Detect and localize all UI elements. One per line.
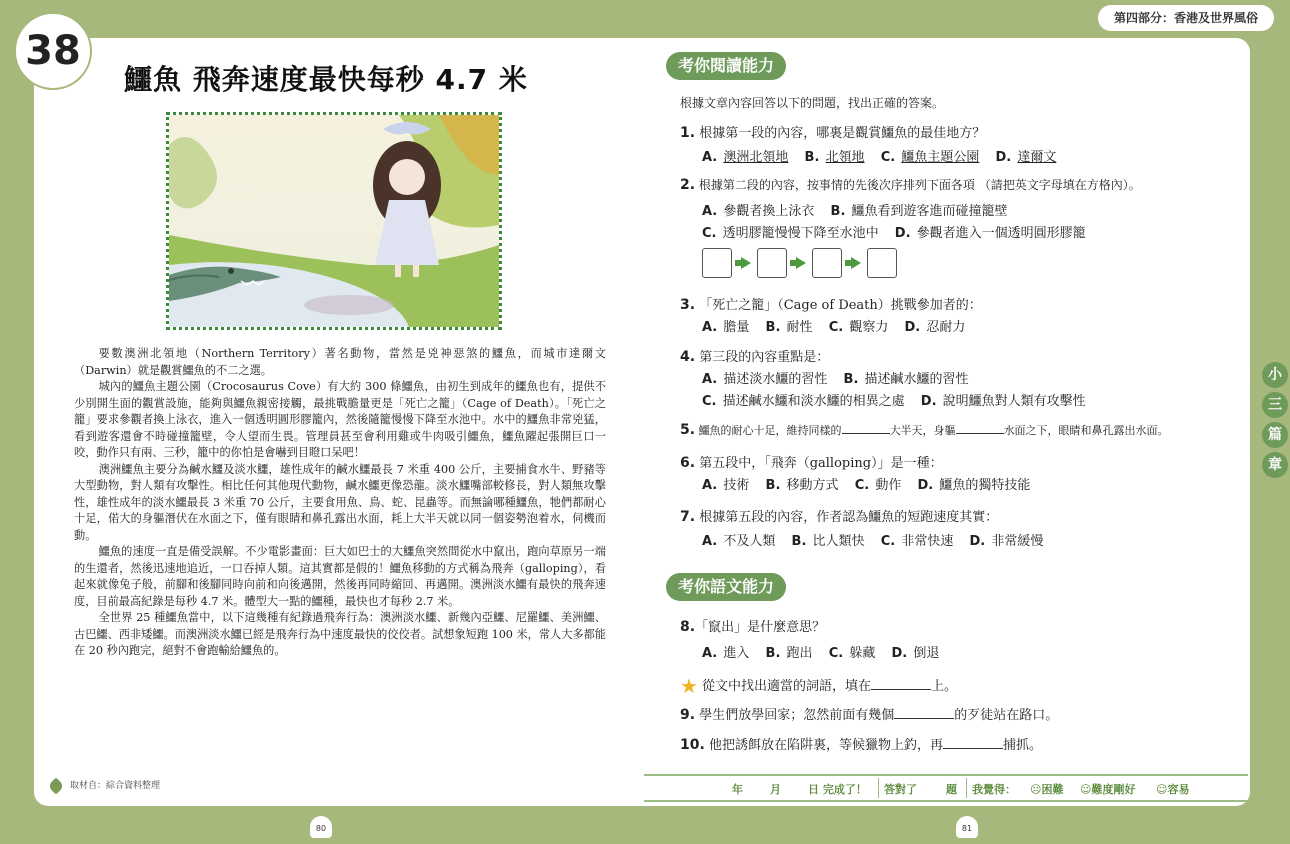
article-paragraph: 全世界 25 種鱷魚當中，以下這幾種有紀錄過飛奔行為：澳洲淡水鱷、新幾內亞鱷、尼羅鱷、美洲鱷、古巴鱷、西非矮鱷。而澳洲淡水鱷已經是飛奔行為中速度最快的佼佼者。試想象短跑 100 米，常人大多都能在 20 秒內跑完，絕對不會跑輸給鱷魚的。: [74, 611, 606, 657]
option-b[interactable]: B. 描述鹹水鱷的習性: [843, 372, 969, 387]
star-icon: ★: [680, 674, 698, 698]
article-body: [74, 346, 606, 660]
answer-blank[interactable]: [956, 433, 1004, 434]
answer-blank[interactable]: [842, 433, 890, 434]
feeling-hard[interactable]: ☹困難: [1030, 783, 1064, 796]
option-b: B. 鱷魚看到遊客進而碰撞籠壁: [830, 204, 1008, 219]
source-note: [50, 778, 160, 792]
option-c[interactable]: C. 非常快速: [880, 534, 954, 549]
instruction-text: 根據文章內容回答以下的問題，找出正確的答案。: [680, 96, 945, 110]
option-a[interactable]: A. 進入: [702, 646, 750, 661]
option-c[interactable]: C. 動作: [854, 478, 902, 493]
ordering-answer-boxes: [702, 248, 897, 278]
option-d: D. 參觀者進入一個透明圓形膠籠: [894, 226, 1086, 241]
footer-year: 年: [732, 783, 743, 796]
option-d[interactable]: D. 說明鱷魚對人類有攻擊性: [920, 394, 1086, 409]
question-number: 10.: [680, 737, 705, 753]
reading-section-pill: 考你閱讀能力: [666, 52, 786, 80]
side-tab-char: 篇: [1262, 422, 1288, 448]
divider: [878, 778, 879, 798]
option-a[interactable]: A. 不及人類: [702, 534, 776, 549]
question-number: 4.: [680, 349, 696, 365]
source-text: 取材自：綜合資料整理: [70, 781, 161, 791]
option-a[interactable]: A. 澳洲北領地: [702, 150, 789, 165]
progress-footer: [644, 774, 1248, 802]
footer-count: 題: [946, 783, 957, 796]
question-1: [680, 122, 985, 141]
illustration-girl-and-crocodile: [166, 112, 502, 330]
side-tab-char: 三: [1262, 392, 1288, 418]
question-4-options-row1: [702, 368, 981, 387]
question-1-options: [702, 146, 1068, 165]
option-c[interactable]: C. 描述鹹水鱷和淡水鱷的相異之處: [702, 394, 905, 409]
option-b[interactable]: B. 移動方式: [765, 478, 839, 493]
option-a[interactable]: A. 描述淡水鱷的習性: [702, 372, 828, 387]
answer-box-3[interactable]: [812, 248, 842, 278]
article-title: 鱷魚 飛奔速度最快每秒 4.7 米: [124, 63, 528, 96]
question-3-options: [702, 316, 977, 335]
question-text: 根據第一段的內容，哪裏是觀賞鱷魚的最佳地方？: [699, 126, 986, 141]
answer-blank[interactable]: [943, 748, 1003, 749]
page-number-left: 80: [310, 816, 332, 838]
question-7: [680, 506, 998, 525]
answer-blank: [871, 689, 931, 690]
question-8: [680, 616, 825, 635]
option-a: A. 參觀者換上泳衣: [702, 204, 815, 219]
question-number: 3.: [680, 297, 696, 313]
feeling-easy[interactable]: ☺容易: [1156, 783, 1190, 796]
option-a[interactable]: A. 膽量: [702, 320, 750, 335]
option-d[interactable]: D. 非常緩慢: [969, 534, 1044, 549]
question-number: 1.: [680, 125, 696, 141]
arrow-right-icon: [741, 257, 751, 269]
article-paragraph: 鱷魚的速度一直是備受誤解。不少電影畫面：巨大如巴士的大鱷魚突然間從水中竄出，跑向草原另一端的生還者，然後迅速地追近，一口吞掉人類。這其實都是假的！鱷魚移動的方式稱為飛奔（galloping），看起來就像兔子般，前腳和後腳同時向前和向後邁開，然後再同時縮回、再邁開。澳洲淡水鱷有最快的飛奔速度，目前最高紀錄是每秒 4.7 米。體型大一點的鱷種，最快也才每秒 2.7 米。: [74, 545, 606, 608]
option-c: C. 透明膠籠慢慢下降至水池中: [702, 226, 879, 241]
language-section-pill: 考你語文能力: [666, 573, 786, 601]
question-10: 10. 他把誘餌放在陷阱裏，等候獵物上釣，再 捕抓。: [680, 737, 1042, 753]
answer-box-2[interactable]: [757, 248, 787, 278]
side-tab-char: 章: [1262, 452, 1288, 478]
question-text: 根據第二段的內容，按事情的先後次序排列下面各項 （請把英文字母填在方格內）。: [698, 178, 1141, 192]
question-3: [680, 294, 982, 313]
question-number: 2.: [680, 177, 696, 193]
question-text: 「死亡之籠」（Cage of Death）挑戰參加者的：: [699, 298, 982, 313]
footer-day-done: 日 完成了！: [808, 783, 867, 796]
answer-box-4[interactable]: [867, 248, 897, 278]
option-b[interactable]: B. 比人類快: [791, 534, 865, 549]
arrow-right-icon: [851, 257, 861, 269]
option-c[interactable]: C. 躲藏: [828, 646, 876, 661]
answer-box-1[interactable]: [702, 248, 732, 278]
article-paragraph: 澳洲鱷魚主要分為鹹水鱷及淡水鱷，雄性成年的鹹水鱷最長 7 米重 400 公斤，主要捕食水牛、野豬等大型動物，對人類有攻擊性。相比任何其他現代動物，鹹水鱷更像恐龍。淡水鱷嘴部較修長，對人類無攻擊性，雄性成年的淡水鱷最長 3 米重 70 公斤，主要食用魚、鳥、蛇、昆蟲等。而無論哪種鱷魚，牠們都耐心十足，偌大的身軀潛伏在水面之下，僅有眼睛和鼻孔露出水面，耗上大半天就以同一個姿勢泡着水，伺機而動。: [74, 462, 606, 542]
question-7-options: [702, 530, 1055, 549]
question-2-options-row1: [702, 200, 1020, 219]
question-6-options: [702, 474, 1042, 493]
page-number-right: 81: [956, 816, 978, 838]
question-text: 第五段中，「飛奔（galloping）」是一種：: [699, 456, 943, 471]
option-d[interactable]: D. 鱷魚的獨特技能: [917, 478, 1031, 493]
question-5: 5. 鱷魚的耐心十足，維持同樣的 大半天，身軀 水面之下，眼睛和鼻孔露出水面。: [680, 422, 1169, 438]
side-tab-char: 小: [1262, 362, 1288, 388]
question-text: 第三段的內容重點是：: [699, 350, 830, 365]
footer-correct: 答對了: [884, 783, 917, 796]
question-4: [680, 346, 829, 365]
question-9: 9. 學生們放學回家；忽然前面有幾個 的歹徒站在路口。: [680, 707, 1059, 723]
option-d[interactable]: D. 倒退: [891, 646, 940, 661]
option-c[interactable]: C. 鱷魚主題公園: [880, 150, 980, 165]
option-b[interactable]: B. 北領地: [804, 150, 865, 165]
question-2: [680, 176, 1141, 193]
article-paragraph: 要數澳洲北領地（Northern Territory）著名動物，當然是兇神惡煞的鱷魚，而城市達爾文（Darwin）就是觀賞鱷魚的不二之選。: [74, 347, 606, 377]
question-2-options-row2: [702, 222, 1098, 241]
question-number: 8.: [680, 619, 696, 635]
option-c[interactable]: C. 觀察力: [828, 320, 889, 335]
answer-blank[interactable]: [894, 718, 954, 719]
question-text: 根據第五段的內容，作者認為鱷魚的短跑速度其實：: [699, 510, 999, 525]
option-a[interactable]: A. 技術: [702, 478, 750, 493]
question-8-options: [702, 642, 951, 661]
feeling-ok[interactable]: ☺難度剛好: [1080, 783, 1136, 796]
question-text: 「竄出」是什麼意思？: [695, 620, 826, 635]
option-b[interactable]: B. 耐性: [765, 320, 813, 335]
arrow-right-icon: [796, 257, 806, 269]
question-number: 5.: [680, 422, 696, 438]
option-d[interactable]: D. 忍耐力: [904, 320, 966, 335]
option-d[interactable]: D. 達爾文: [995, 150, 1057, 165]
question-number: 9.: [680, 707, 696, 723]
question-number: 6.: [680, 455, 696, 471]
divider: [966, 778, 967, 798]
leaf-icon: [48, 777, 65, 794]
star-task: ★ 從文中找出適當的詞語，填在 上。: [680, 674, 957, 698]
question-6: [680, 452, 943, 471]
question-4-options-row2: [702, 390, 1098, 409]
article-paragraph: 城內的鱷魚主題公園（Crocosaurus Cove）有大約 300 條鱷魚，由初生到成年的鱷魚也有，提供不少別開生面的觀賞設施，能夠與鱷魚親密接觸，最挑戰膽量更是「死亡之籠」（Cage of Death）。「死亡之籠」要求參觀者換上泳衣，進入一個透明圓形膠籠內，然後隨籠慢慢下降至水池中。水中的鱷魚非常兇猛，看到遊客還會不時碰撞籠壁，令人望而生畏。管理員甚至會利用雞或牛肉吸引鱷魚，鱷魚躍起張開巨口一咬，動作只有兩、三秒，籠中的你怕是會嚇到目瞪口呆吧！: [74, 380, 606, 459]
chapter-number-badge: 38: [14, 12, 92, 90]
footer-month: 月: [770, 783, 781, 796]
section-tag: 第四部分：香港及世界風俗: [1098, 5, 1274, 31]
illustration-image: [169, 115, 499, 327]
option-b[interactable]: B. 跑出: [765, 646, 813, 661]
footer-feel: 我覺得：: [972, 783, 1016, 796]
question-number: 7.: [680, 509, 696, 525]
